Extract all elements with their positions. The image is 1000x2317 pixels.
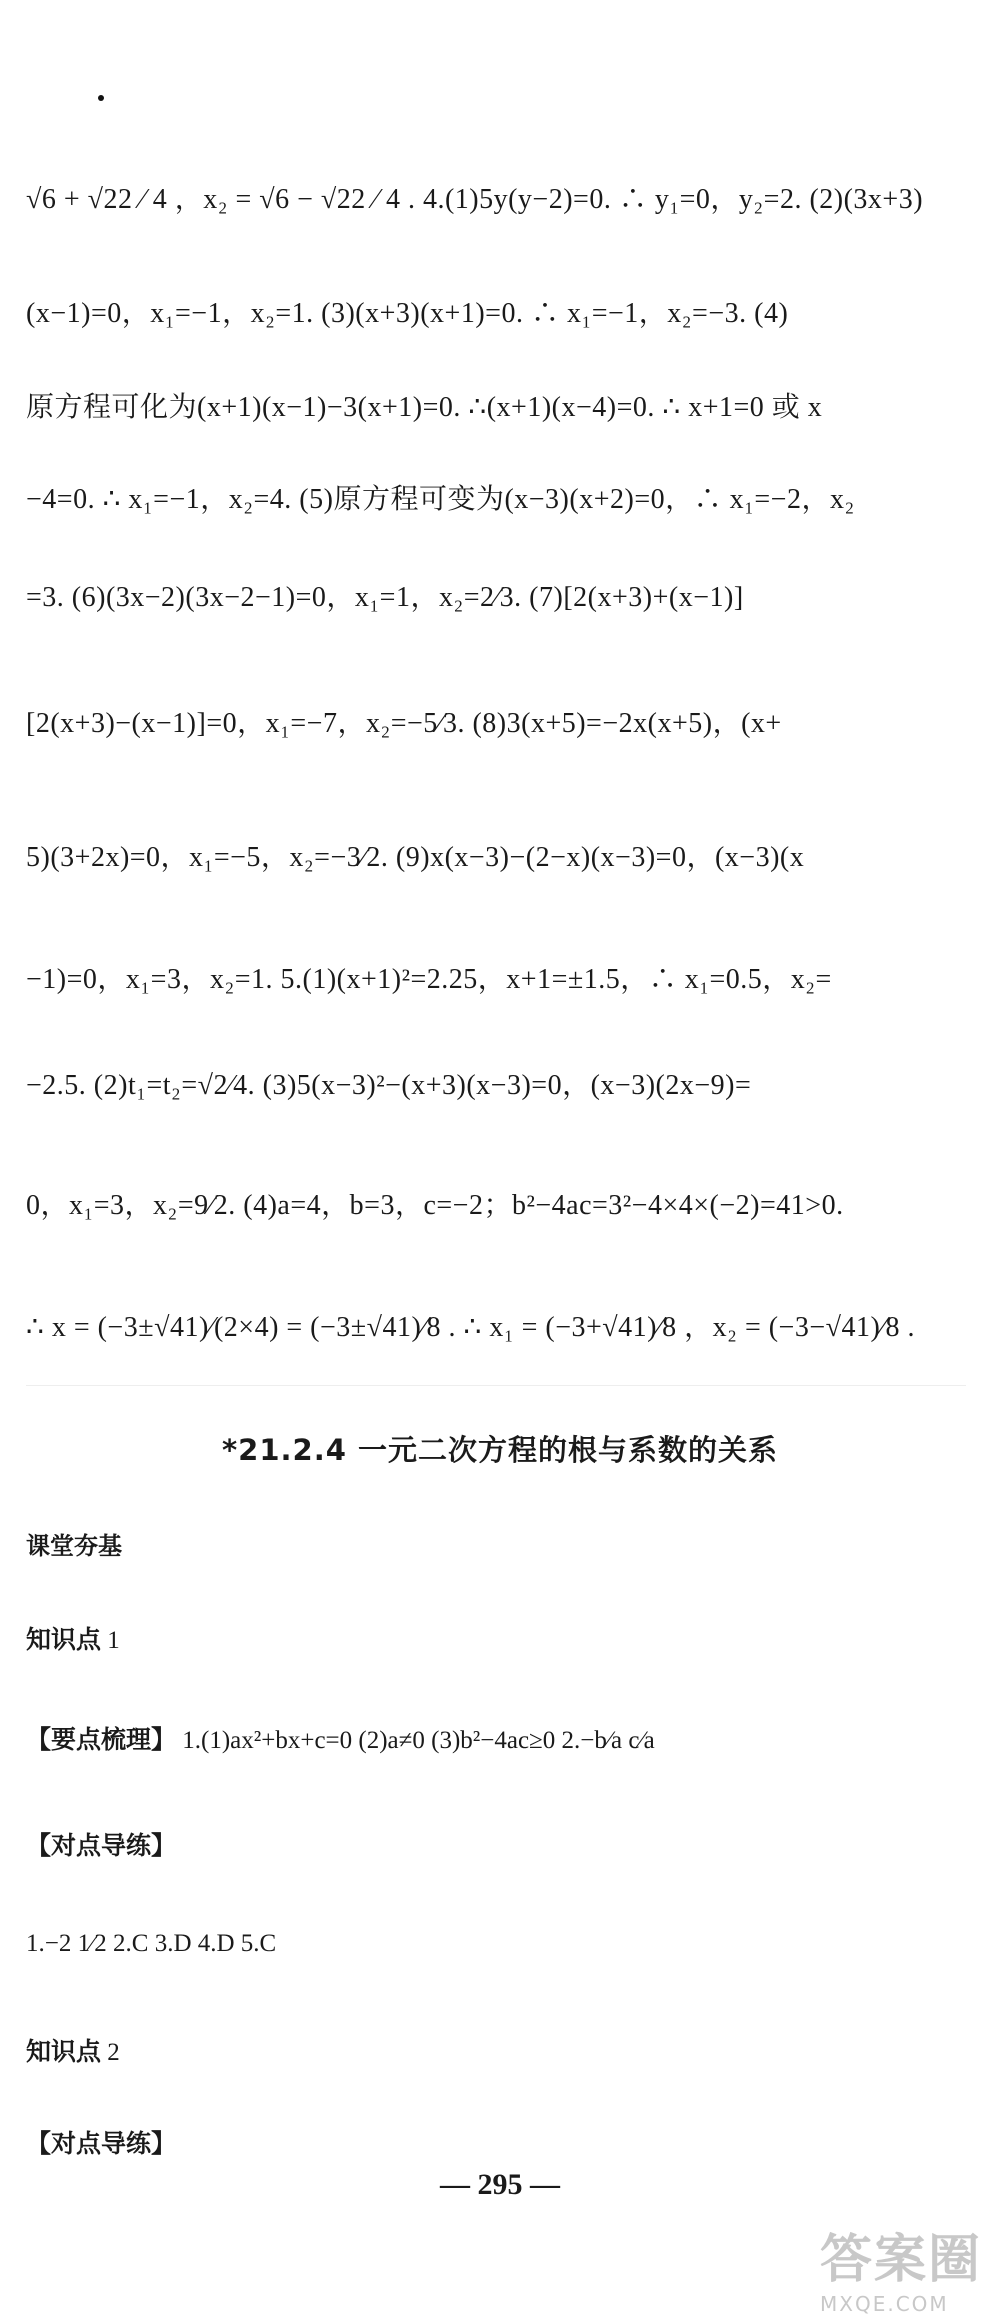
kp2-number: 2 bbox=[107, 2039, 120, 2066]
text-line-6: [2(x+3)−(x−1)]=0，x₁=−7，x₂=−5⁄3. (8)3(x+5)=−2x(x+5)，(x+ bbox=[26, 708, 782, 739]
section-ketang-label: 课堂夯基 bbox=[26, 1532, 122, 1560]
knowledge-point-1 bbox=[26, 1620, 120, 1656]
text-line-9: −2.5. (2)t₁=t₂=√2⁄4. (3)5(x−3)²−(x+3)(x−3)=0，(x−3)(2x−9)= bbox=[26, 1070, 752, 1101]
text-line-8: −1)=0，x₁=3，x₂=1. 5.(1)(x+1)²=2.25，x+1=±1.5，∴ x₁=0.5，x₂= bbox=[26, 964, 832, 995]
duidian-label-2: 【对点导练】 bbox=[26, 2129, 177, 2158]
text-line-10: 0，x₁=3，x₂=9⁄2. (4)a=4，b=3，c=−2；b²−4ac=3²−4×4×(−2)=41>0. bbox=[26, 1190, 844, 1221]
yaodian-label: 【要点梳理】 bbox=[26, 1725, 177, 1754]
text-line-11: ∴ x = (−3±√41)⁄(2×4) = (−3±√41)⁄8 . ∴ x₁ = (−3+√41)⁄8 ，x₂ = (−3−√41)⁄8 . bbox=[26, 1312, 916, 1343]
text-line-3: 原方程可化为(x+1)(x−1)−3(x+1)=0. ∴(x+1)(x−4)=0. ∴ x+1=0 或 x bbox=[26, 392, 823, 423]
text-line-5: =3. (6)(3x−2)(3x−2−1)=0，x₁=1，x₂=2⁄3. (7)[2(x+3)+(x−1)] bbox=[26, 582, 744, 613]
text-line-4: −4=0. ∴ x₁=−1，x₂=4. (5)原方程可变为(x−3)(x+2)=0，∴ x₁=−2，x₂ bbox=[26, 484, 855, 515]
page-number: — 295 — bbox=[440, 2168, 560, 2201]
text-line-7: 5)(3+2x)=0，x₁=−5，x₂=−3⁄2. (9)x(x−3)−(2−x)(x−3)=0，(x−3)(x bbox=[26, 842, 805, 873]
kp2-label: 知识点 bbox=[26, 2037, 102, 2066]
knowledge-point-2 bbox=[26, 2032, 120, 2068]
yaodian-text: 1.(1)ax²+bx+c=0 (2)a≠0 (3)b²−4ac≥0 2.−b⁄a c⁄a bbox=[182, 1727, 655, 1754]
text-line-1: √6 + √22 ⁄ 4 ，x₂ = √6 − √22 ⁄ 4 . 4.(1)5y(y−2)=0. ∴ y₁=0，y₂=2. (2)(3x+3) bbox=[26, 184, 924, 215]
text-line-2: (x−1)=0，x₁=−1，x₂=1. (3)(x+3)(x+1)=0. ∴ x₁=−1，x₂=−3. (4) bbox=[26, 298, 789, 329]
section-heading: *21.2.4 一元二次方程的根与系数的关系 bbox=[221, 1433, 778, 1467]
key-points-row bbox=[26, 1720, 655, 1756]
answers-row-1: 1.−2 1⁄2 2.C 3.D 4.D 5.C bbox=[26, 1930, 277, 1957]
duidian-label-1: 【对点导练】 bbox=[26, 1831, 177, 1860]
kp1-number: 1 bbox=[107, 1627, 120, 1654]
kp1-label: 知识点 bbox=[26, 1625, 102, 1654]
bullet-dot bbox=[98, 95, 104, 101]
watermark-logo: 答案圈 MXQE.COM bbox=[820, 2230, 983, 2316]
divider bbox=[26, 1385, 966, 1386]
